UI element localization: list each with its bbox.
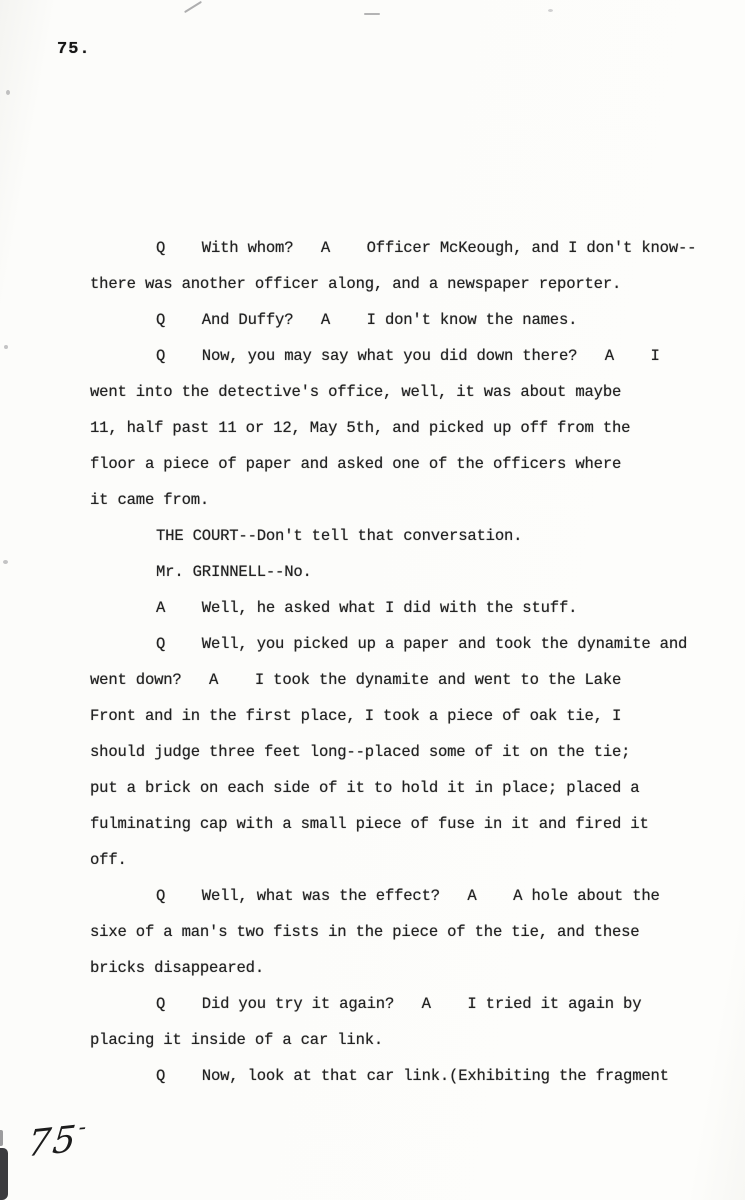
- transcript-line: off.: [90, 851, 127, 869]
- transcript-line: 11, half past 11 or 12, May 5th, and picked up off from the: [90, 419, 631, 437]
- transcript-line: floor a piece of paper and asked one of the officers where: [90, 455, 622, 473]
- transcript-line: there was another officer along, and a newspaper reporter.: [90, 275, 622, 293]
- transcript-line: sixe of a man's two fists in the piece of the tie, and these: [90, 923, 640, 941]
- scan-speck: [6, 90, 10, 95]
- transcript-line: Q With whom? A Officer McKeough, and I don't know--: [156, 239, 697, 257]
- transcript-line: fulminating cap with a small piece of fuse in it and fired it: [90, 815, 649, 833]
- transcript-line: went into the detective's office, well, it was about maybe: [90, 383, 622, 401]
- transcript-line: put a brick on each side of it to hold it in place; placed a: [90, 779, 640, 797]
- transcript-line: Front and in the first place, I took a piece of oak tie, I: [90, 707, 622, 725]
- transcript-line: THE COURT--Don't tell that conversation.: [156, 527, 523, 545]
- transcript-line: Q Well, what was the effect? A A hole about the: [156, 887, 660, 905]
- transcript-line: bricks disappeared.: [90, 959, 264, 977]
- transcript-line: went down? A I took the dynamite and went to the Lake: [90, 671, 622, 689]
- transcript-line: should judge three feet long--placed some of it on the tie;: [90, 743, 631, 761]
- handwritten-page-number: [26, 1115, 88, 1166]
- transcript-body: [90, 230, 700, 1094]
- transcript-line: placing it inside of a car link.: [90, 1031, 384, 1049]
- transcript-line: A Well, he asked what I did with the stuff.: [156, 599, 578, 617]
- transcript-line: Q Now, you may say what you did down there? A I: [156, 347, 660, 365]
- transcript-line: Q Well, you picked up a paper and took the dynamite and: [156, 635, 688, 653]
- scan-speck: [548, 9, 553, 12]
- transcript-line: Q And Duffy? A I don't know the names.: [156, 311, 578, 329]
- handwritten-dash-mark: -: [77, 1114, 88, 1141]
- binding-edge-mark: [0, 1130, 3, 1146]
- pencil-smudge-mark: [184, 1, 202, 13]
- transcript-line: it came from.: [90, 491, 210, 509]
- binding-edge-mark: [0, 1148, 8, 1200]
- scan-speck: [4, 345, 8, 349]
- typed-page-number: 75.: [57, 40, 91, 59]
- scan-speck: [3, 560, 8, 564]
- transcript-line: Q Did you try it again? A I tried it again by: [156, 995, 642, 1013]
- transcript-line: Q Now, look at that car link.(Exhibiting the fragment: [156, 1067, 669, 1085]
- pencil-smudge-mark: [364, 13, 380, 15]
- handwritten-page-number-text: 75: [25, 1118, 80, 1166]
- transcript-line: Mr. GRINNELL--No.: [156, 563, 312, 581]
